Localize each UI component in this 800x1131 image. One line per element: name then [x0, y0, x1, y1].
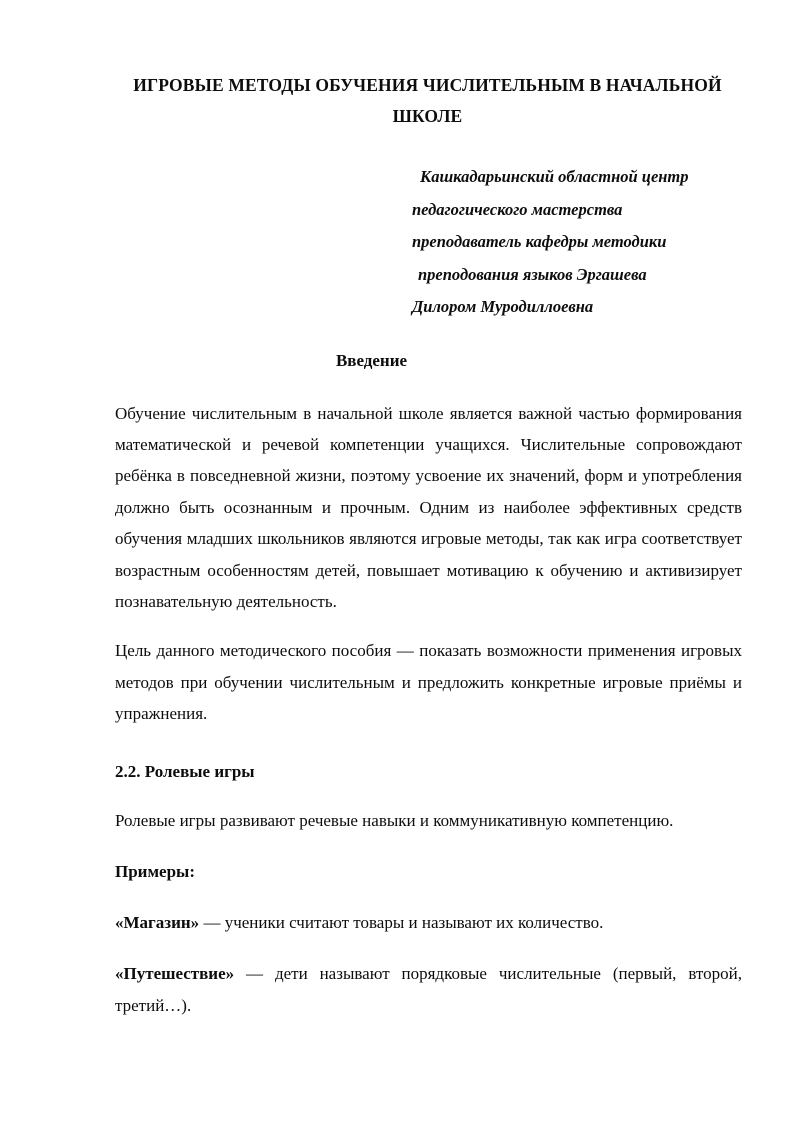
author-line: Кашкадарьинский областной центр [420, 167, 689, 186]
author-line: Дилором Муродиллоевна [412, 297, 594, 316]
heading-introduction: Введение [335, 350, 408, 370]
examples-label: Примеры: [115, 861, 195, 881]
author-affiliation-block [115, 161, 742, 324]
example-item [115, 958, 742, 1021]
example-description: — дети называют порядковые числительные (первый, второй, третий…). [115, 964, 742, 1015]
paragraph-intro-1: Обучение числительным в начальной школе является важной частью формирования математической и речевой компетенции учащихся. Числительные сопровождают ребёнка в повседневной жизни, поэтому усвоение их значений, форм и употребления должно быть осознанным и прочным. Одним из наиболее эффективных средств обучения младших школьников являются игровые методы, так как игра соответствует возрастным особенностям детей, повышает мотивацию к обучению и активизирует познавательную деятельность. [115, 403, 742, 611]
heading-section-2-2: 2.2. Ролевые игры [115, 761, 255, 781]
page-title: ИГРОВЫЕ МЕТОДЫ ОБУЧЕНИЯ ЧИСЛИТЕЛЬНЫМ В НАЧАЛЬНОЙ ШКОЛЕ [133, 75, 722, 126]
example-term: «Магазин» [115, 912, 200, 932]
author-line: педагогического мастерства [412, 199, 623, 219]
example-item [115, 907, 742, 938]
author-line: преподования языков Эргашева [418, 264, 647, 284]
example-description: — ученики считают товары и называют их количество. [199, 912, 604, 932]
paragraph-section-intro: Ролевые игры развивают речевые навыки и коммуникативную компетенцию. [115, 810, 674, 830]
author-line: преподаватель кафедры методики [412, 232, 667, 251]
paragraph-intro-2: Цель данного методического пособия — показать возможности применения игровых методов при обучении числительным и предложить конкретные игровые приёмы и упражнения. [115, 641, 742, 724]
example-term: «Путешествие» [115, 964, 235, 984]
